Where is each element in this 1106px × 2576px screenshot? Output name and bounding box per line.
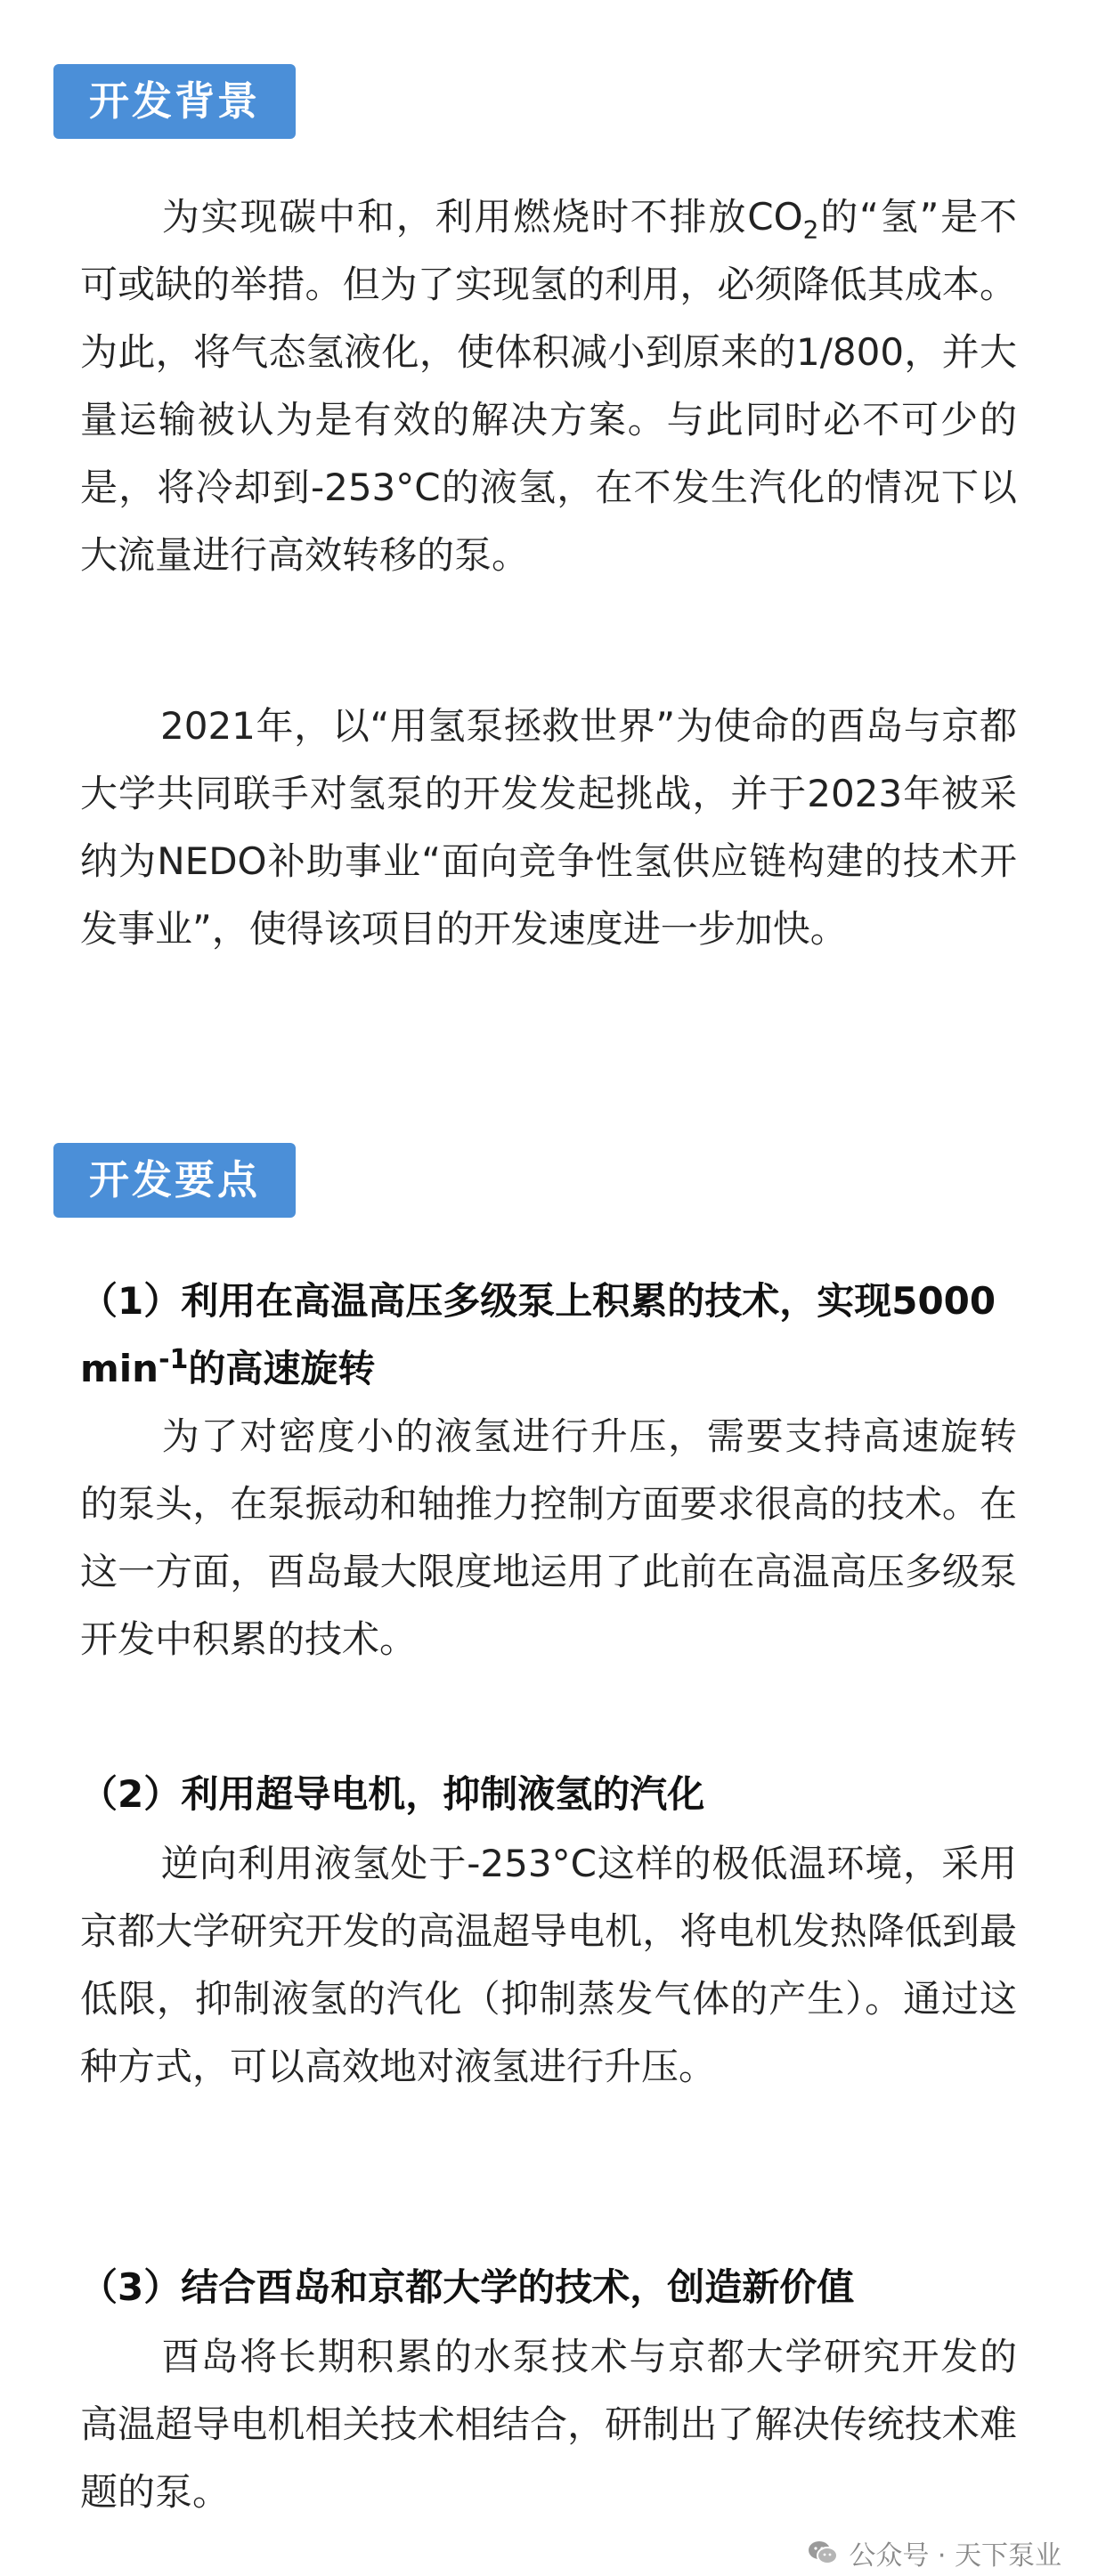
subscript: 2 <box>802 215 819 245</box>
wechat-icon <box>808 2540 838 2565</box>
paragraph-text: 为了对密度小的液氢进行升压，需要支持高速旋转的泵头，在泵振动和轴推力控制方面要求很高的技术。在这一方面，酉岛最大限度地运用了此前在高温高压多级泵开发中积累的技术。 <box>80 1414 1017 1661</box>
superscript: -1 <box>159 1344 189 1375</box>
wechat-watermark <box>808 2533 1061 2572</box>
paragraph-text: 2021年，以“用氢泵拯救世界”为使命的酉岛与京都大学共同联手对氢泵的开发发起挑战，并于2023年被采纳为NEDO补助事业“面向竞争性氢供应链构建的技术开发事业”，使得该项目的开发速度进一步加快。 <box>80 704 1017 951</box>
paragraph-background-1 <box>80 183 1017 589</box>
point-3-body <box>80 2323 1017 2526</box>
heading-text: 的高速旋转 <box>188 1347 376 1390</box>
point-2-heading: （2）利用超导电机，抑制液氢的汽化 <box>80 1772 705 1816</box>
heading-text: （1）利用在高温高压多级泵上积累的技术，实现5000 min <box>80 1279 996 1390</box>
paragraph-text: 酉岛将长期积累的水泵技术与京都大学研究开发的高温超导电机相关技术相结合，研制出了解决传统技术难题的泵。 <box>80 2335 1017 2514</box>
paragraph-background-2 <box>80 693 1017 963</box>
paragraph-text: 逆向利用液氢处于-253°C这样的极低温环境，采用京都大学研究开发的高温超导电机，将电机发热降低到最低限，抑制液氢的汽化（抑制蒸发气体的产生）。通过这种方式，可以高效地对液氢进行升压。 <box>80 1842 1017 2088</box>
section-label-key-points: 开发要点 <box>53 1143 296 1218</box>
section-label-background: 开发背景 <box>53 64 296 139</box>
point-1-body <box>80 1403 1017 1673</box>
point-1-heading <box>80 1268 1042 1403</box>
point-2-body <box>80 1830 1017 2101</box>
watermark-text: 公众号 · 天下泵业 <box>849 2540 1061 2572</box>
point-3-heading: （3）结合酉岛和京都大学的技术，创造新价值 <box>80 2265 855 2309</box>
paragraph-text: 为实现碳中和，利用燃烧时不排放CO <box>160 195 803 239</box>
paragraph-text: 的“氢”是不可或缺的举措。但为了实现氢的利用，必须降低其成本。为此，将气态氢液化，使体积减小到原来的1/800，并大量运输被认为是有效的解决方案。与此同时必不可少的是，将冷却到-253°C的液氢，在不发生汽化的情况下以大流量进行高效转移的泵。 <box>80 195 1017 577</box>
